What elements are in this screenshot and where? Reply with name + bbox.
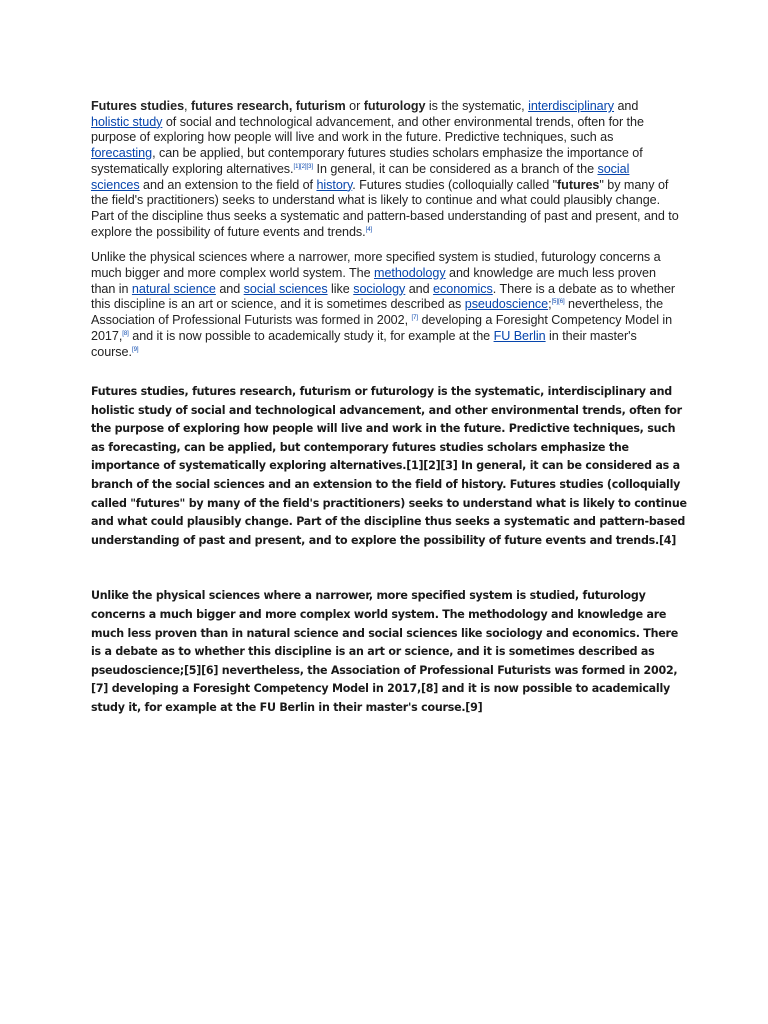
text: and [614, 99, 639, 113]
term-futurology: futurology [363, 99, 426, 113]
text: nevertheless, the Association of Professional Futurists was formed in 2002, [91, 297, 664, 328]
wiki-paragraph-1 [91, 99, 679, 240]
citation-4 [366, 226, 373, 232]
term-futures-studies: Futures studies [91, 99, 185, 113]
link-social-sciences[interactable]: social sciences [91, 161, 630, 192]
text: and it is now possible to academically study it, for example at the [128, 328, 494, 343]
citation-link[interactable]: [5][6] [551, 299, 565, 306]
text: ; [548, 297, 552, 312]
text: In general, it can be considered as a branch of the [313, 161, 598, 176]
citation-5-6 [552, 299, 565, 305]
link-methodology[interactable]: methodology [374, 266, 446, 281]
citation-link[interactable]: [8] [122, 330, 129, 337]
text: and [215, 281, 244, 296]
plain-paragraph-2: Unlike the physical sciences where a narrower, more specified system is studied, futurology concerns a much bigger and more complex world system. The methodology and knowledge are much less proven than in natural science and social sciences like sociology and economics. There is a debate as to whether this discipline is an art or science, and it is sometimes described as pseudoscience;[5][6] nevertheless, the Association of Professional Futurists was formed in 2002,[7] developing a Foresight Competency Model in 2017,[8] and it is now possible to academically study it, for example at the FU Berlin in their master's course.[9] [91, 589, 679, 714]
text: and an extension to the field of [139, 177, 317, 192]
text: or [345, 99, 364, 113]
text: " by many of the field's practitioners) seeks to understand what is likely to continue and what could plausibly change. Part of the discipline thus seeks a systematic and pattern-based understanding of past and present, and to explore the possibility of future events and trends. [91, 177, 679, 239]
text: and [405, 281, 434, 296]
text: Unlike the physical sciences where a narrower, more specified system is studied, futurology concerns a much bigger and more complex world system. The [91, 250, 661, 281]
citation-link[interactable]: [1][2][3] [293, 163, 314, 170]
text: . Futures studies (colloquially called " [352, 177, 558, 192]
text: . There is a debate as to whether this discipline is an art or science, and it is sometimes described as [91, 281, 676, 312]
text: developing a Foresight Competency Model in 2017, [91, 313, 673, 343]
wiki-excerpt [91, 99, 679, 370]
text: , [184, 99, 191, 113]
citation-link[interactable]: [7] [411, 314, 419, 321]
link-history[interactable]: history [316, 177, 353, 192]
wiki-paragraph-2 [91, 250, 679, 360]
link-fu-berlin[interactable]: FU Berlin [493, 328, 546, 343]
text: is the systematic, [425, 99, 529, 113]
text: in their master's course. [91, 328, 637, 359]
term-futures: futures [557, 177, 600, 192]
text: like [327, 281, 354, 296]
link-sociology[interactable]: sociology [353, 281, 406, 296]
citation-link[interactable]: [9] [131, 346, 139, 353]
plain-text-copy [91, 383, 691, 718]
link-natural-science[interactable]: natural science [131, 281, 216, 296]
plain-paragraph-1: Futures studies, futures research, futurism or futurology is the systematic, interdisciplinary and holistic study of social and technological advancement, and other environmental trends, often for the purpose of exploring how people will live and work in the future. Predictive techniques, such as forecasting, can be applied, but contemporary futures studies scholars emphasize the importance of systematically exploring alternatives.[1][2][3] In general, it can be considered as a branch of the social sciences and an extension to the field of history. Futures studies (colloquially called "futures" by many of the field's practitioners) seeks to understand what is likely to continue and what could plausibly change. Part of the discipline thus seeks a systematic and pattern-based understanding of past and present, and to explore the possibility of future events and trends.[4] [91, 385, 687, 547]
link-economics[interactable]: economics [433, 281, 493, 296]
link-forecasting[interactable]: forecasting [91, 146, 153, 161]
text: of social and technological advancement, and other environmental trends, often for the purpose of exploring how people will live and work in the future. Predictive techniques, such as [91, 114, 644, 145]
link-social-sciences[interactable]: social sciences [243, 281, 328, 296]
citation-1-2-3 [294, 164, 314, 170]
text: and knowledge are much less proven than in [91, 266, 656, 296]
link-holistic-study[interactable]: holistic study [91, 114, 163, 129]
term-futures-research: futures research, futurism [190, 99, 346, 113]
citation-9 [132, 346, 139, 352]
citation-link[interactable]: [4] [365, 226, 373, 233]
link-pseudoscience[interactable]: pseudoscience [464, 297, 549, 312]
link-interdisciplinary[interactable]: interdisciplinary [528, 99, 615, 113]
text: , can be applied, but contemporary futures studies scholars emphasize the importance of systematically exploring alternatives. [91, 146, 643, 176]
